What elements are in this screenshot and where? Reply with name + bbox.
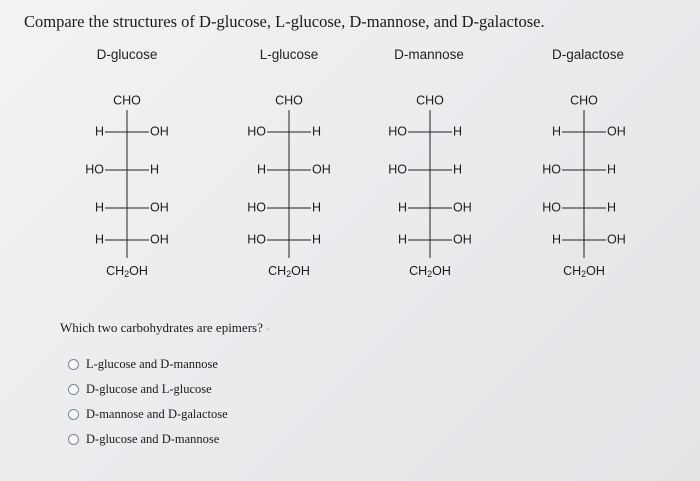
structure-name-d-glucose: D-glucose	[96, 47, 158, 62]
right-substituent: H	[607, 200, 617, 215]
option-l-glucose-d-mannose[interactable]	[68, 357, 218, 372]
left-substituent: H	[551, 124, 561, 139]
left-substituent: H	[94, 200, 104, 215]
right-substituent: H	[453, 124, 463, 139]
right-substituent: OH	[453, 200, 472, 215]
option-label: D-mannose and D-galactose	[86, 407, 228, 421]
aldehyde-group: CHO	[275, 93, 303, 108]
left-substituent: HO	[247, 200, 266, 215]
right-substituent: H	[453, 162, 463, 177]
hydroxymethyl-group: $CH_2OH$	[106, 264, 148, 280]
left-substituent: H	[256, 162, 266, 177]
right-substituent: OH	[150, 124, 169, 139]
option-label: L-glucose and D-mannose	[86, 357, 218, 371]
right-substituent: OH	[150, 200, 169, 215]
right-substituent: OH	[312, 162, 331, 177]
option-label: D-glucose and D-mannose	[86, 432, 220, 446]
aldehyde-group: CHO	[570, 93, 598, 108]
question-title: Compare the structures of D-glucose, L-glucose, D-mannose, and D-galactose.	[24, 12, 545, 31]
structure-name-d-galactose: D-galactose	[551, 47, 625, 62]
option-d-glucose-d-mannose[interactable]	[68, 432, 219, 447]
left-substituent: H	[94, 232, 104, 247]
right-substituent: OH	[607, 232, 626, 247]
right-substituent: H	[150, 162, 160, 177]
left-substituent: HO	[542, 162, 561, 177]
right-substituent: OH	[607, 124, 626, 139]
left-substituent: H	[94, 124, 104, 139]
right-substituent: H	[312, 232, 322, 247]
left-substituent: HO	[542, 200, 561, 215]
left-substituent: HO	[388, 162, 407, 177]
left-substituent: H	[551, 232, 561, 247]
structure-name-l-glucose: L-glucose	[259, 47, 319, 62]
option-label: D-glucose and L-glucose	[86, 382, 212, 396]
right-substituent: OH	[150, 232, 169, 247]
option-d-mannose-d-galactose[interactable]	[68, 407, 228, 422]
right-substituent: OH	[453, 232, 472, 247]
radio-button[interactable]	[68, 359, 79, 370]
hydroxymethyl-group: $CH_2OH$	[268, 264, 310, 280]
right-substituent: H	[312, 124, 322, 139]
left-substituent: H	[397, 200, 407, 215]
structure-name-d-mannose: D-mannose	[394, 47, 464, 62]
right-substituent: H	[312, 200, 322, 215]
subquestion-text: Which two carbohydrates are epimers? -	[60, 320, 271, 335]
aldehyde-group: CHO	[113, 93, 141, 108]
hydroxymethyl-group: $CH_2OH$	[409, 264, 451, 280]
left-substituent: HO	[388, 124, 407, 139]
radio-button[interactable]	[68, 434, 79, 445]
left-substituent: HO	[247, 232, 266, 247]
left-substituent: H	[397, 232, 407, 247]
hydroxymethyl-group: $CH_2OH$	[563, 264, 605, 280]
radio-button[interactable]	[68, 384, 79, 395]
radio-button[interactable]	[68, 409, 79, 420]
right-substituent: H	[607, 162, 617, 177]
option-d-glucose-l-glucose[interactable]	[68, 382, 212, 397]
left-substituent: HO	[85, 162, 104, 177]
left-substituent: HO	[247, 124, 266, 139]
aldehyde-group: CHO	[416, 93, 444, 108]
